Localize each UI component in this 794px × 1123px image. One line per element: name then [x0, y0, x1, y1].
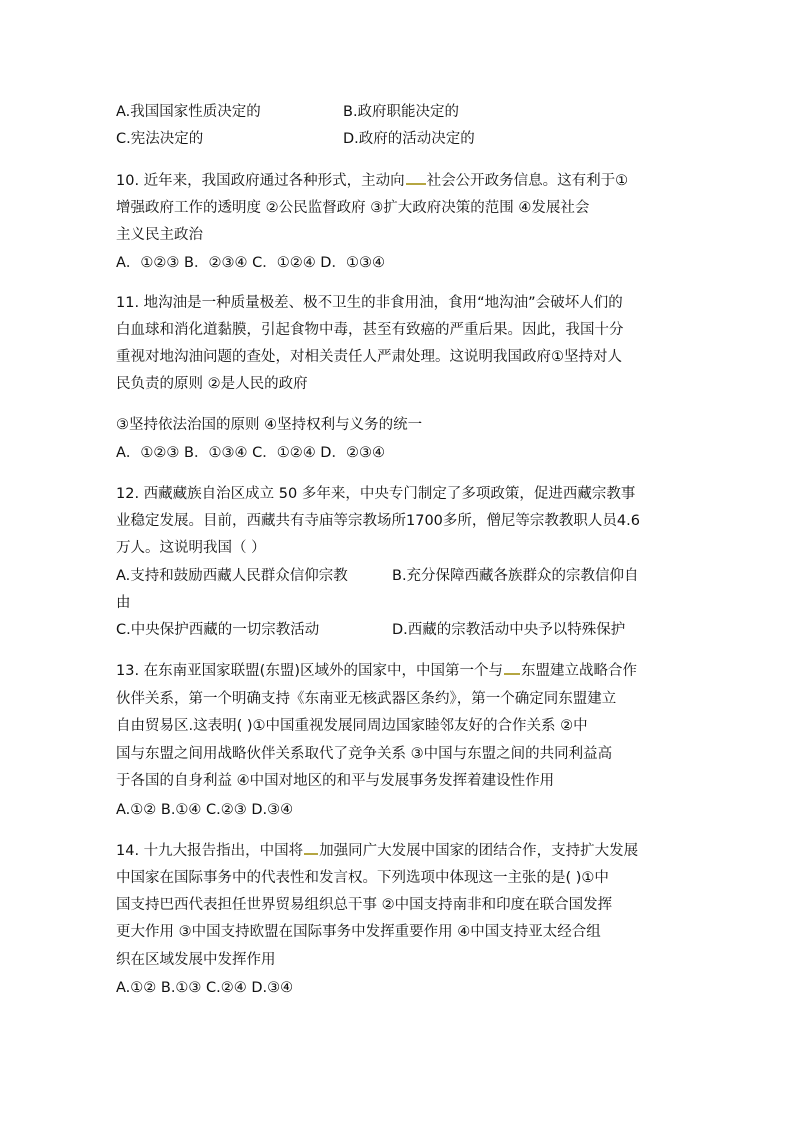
q12-stem-line3: 万人。这说明我国（ ）	[116, 540, 266, 556]
q13-text-b: 东盟建立战略合作	[520, 663, 637, 679]
q12-option-b[interactable]: B.充分保障西藏各族群众的宗教信仰自	[392, 568, 639, 584]
q13-stem-line3: 自由贸易区.这表明( )①中国重视发展同周边国家睦邻友好的合作关系 ②中	[116, 718, 588, 734]
q10-stem-line1	[116, 171, 686, 191]
q11-stem-line3: 重视对地沟油问题的查处，对相关责任人严肃处理。这说明我国政府①坚持对人	[116, 349, 622, 365]
q14-text-b: 加强同广大发展中国家的团结合作，支持扩大发展	[319, 843, 639, 859]
q10-options[interactable]: A．①②③ B．②③④ C．①②④ D．①③④	[116, 255, 385, 271]
q12-option-b-cont: 由	[116, 595, 131, 611]
q11-stem-line2: 白血球和消化道黏膜，引起食物中毒，甚至有致癌的严重后果。因此，我国十分	[116, 322, 624, 338]
q13-stem-line1	[116, 661, 686, 681]
q13-text-a: 13. 在东南亚国家联盟(东盟)区域外的国家中，中国第一个与	[116, 663, 503, 679]
q9-option-c[interactable]: C.宪法决定的	[116, 131, 204, 147]
q9-options-row2	[116, 129, 686, 149]
q9-option-a[interactable]: A.我国国家性质决定的	[116, 104, 261, 120]
q14-stem-line4: 更大作用 ③中国支持欧盟在国际事务中发挥重要作用 ④中国支持亚太经合组	[116, 924, 601, 940]
q12-option-c[interactable]: C.中央保护西藏的一切宗教活动	[116, 622, 320, 638]
q10-stem-line2: 增强政府工作的透明度 ②公民监督政府 ③扩大政府决策的范围 ④发展社会	[116, 200, 590, 216]
q12-option-d[interactable]: D.西藏的宗教活动中央予以特殊保护	[392, 622, 626, 638]
q13-stem-line5: 于各国的自身利益 ④中国对地区的和平与发展事务发挥着建设性作用	[116, 773, 555, 789]
q11-stem-line1: 11. 地沟油是一种质量极差、极不卫生的非食用油，食用“地沟油”会破坏人们的	[116, 295, 623, 311]
highlight-mark	[504, 661, 520, 675]
q11-stem-line5: ③坚持依法治国的原则 ④坚持权利与义务的统一	[116, 417, 423, 433]
q12-stem-line2: 业稳定发展。目前，西藏共有寺庙等宗教场所1700多所，僧尼等宗教教职人员4.6	[116, 513, 640, 529]
q12-options-row2	[116, 620, 686, 640]
q9-option-b[interactable]: B.政府职能决定的	[343, 104, 460, 120]
q10-text-a: 10. 近年来，我国政府通过各种形式，主动向	[116, 173, 405, 189]
q13-options[interactable]: A.①② B.①④ C.②③ D.③④	[116, 802, 294, 818]
q14-stem-line3: 国支持巴西代表担任世界贸易组织总干事 ②中国支持南非和印度在联合国发挥	[116, 897, 613, 913]
q14-stem-line5: 织在区域发展中发挥作用	[116, 952, 276, 968]
q14-text-a: 14. 十九大报告指出，中国将	[116, 843, 304, 859]
q12-option-a[interactable]: A.支持和鼓励西藏人民群众信仰宗教	[116, 568, 348, 584]
highlight-mark	[304, 841, 318, 855]
q12-options-row1	[116, 566, 686, 586]
q14-stem-line2: 中国家在国际事务中的代表性和发言权。下列选项中体现这一主张的是( )①中	[116, 870, 609, 886]
q10-text-b: 社会公开政务信息。这有利于①	[426, 173, 629, 189]
q14-stem-line1	[116, 841, 686, 861]
q13-stem-line4: 国与东盟之间用战略伙伴关系取代了竞争关系 ③中国与东盟之间的共同利益高	[116, 746, 613, 762]
q11-options[interactable]: A．①②③ B．①③④ C．①②④ D．②③④	[116, 445, 385, 461]
highlight-mark	[406, 171, 426, 185]
q13-stem-line2: 伙伴关系，第一个明确支持《东南亚无核武器区条约》，第一个确定同东盟建立	[116, 691, 617, 707]
q9-option-d[interactable]: D.政府的活动决定的	[343, 131, 475, 147]
q10-stem-line3: 主义民主政治	[116, 227, 203, 243]
q14-options[interactable]: A.①② B.①③ C.②④ D.③④	[116, 980, 294, 996]
q9-options-row1	[116, 102, 686, 122]
q11-stem-line4: 民负责的原则 ②是人民的政府	[116, 376, 308, 392]
q12-stem-line1: 12. 西藏藏族自治区成立 50 多年来，中央专门制定了多项政策，促进西藏宗教事	[116, 486, 636, 502]
